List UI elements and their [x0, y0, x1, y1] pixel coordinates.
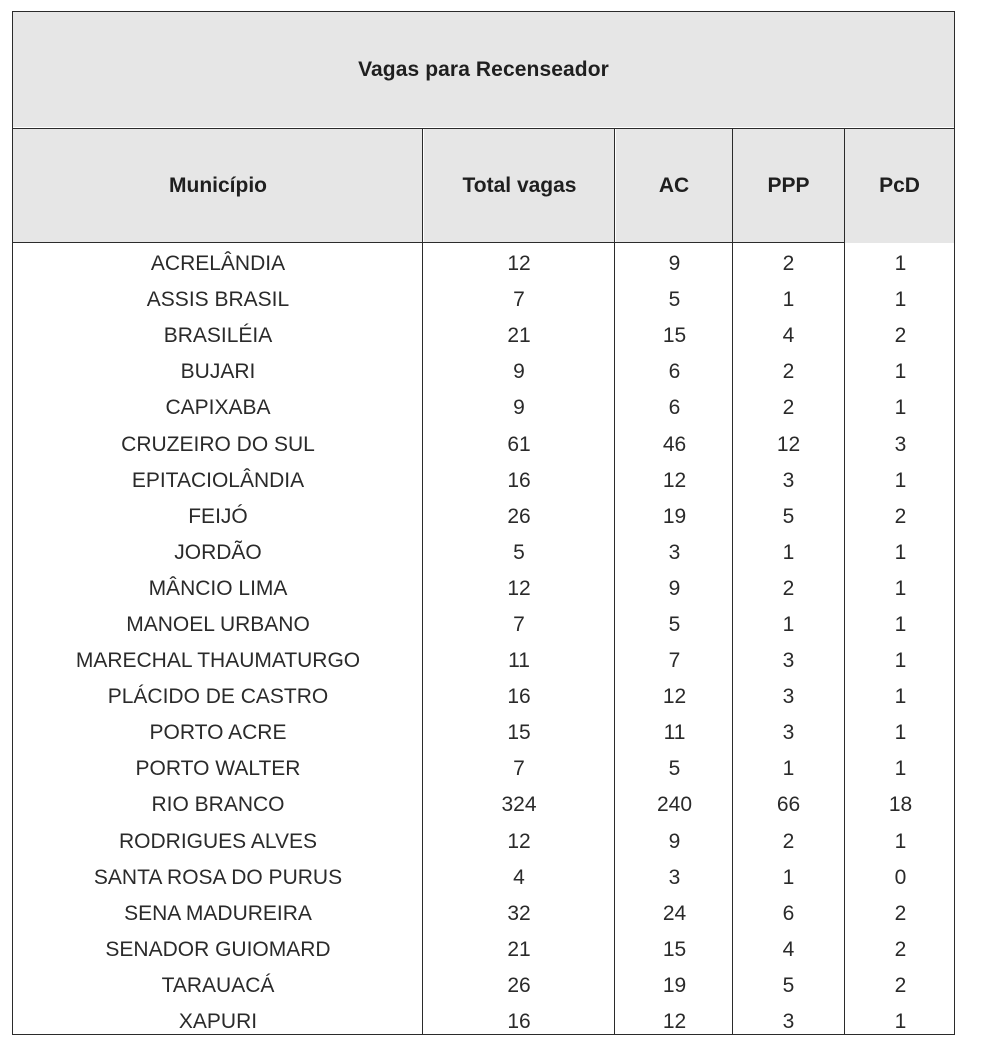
- cell-total-vagas: 21: [507, 937, 531, 961]
- cell-total-vagas: 7: [513, 757, 525, 781]
- table-row: [13, 968, 954, 1004]
- cell-total-vagas: 15: [507, 721, 531, 745]
- table-row: [13, 571, 954, 607]
- table-row: [13, 787, 954, 823]
- cell-ac: 19: [662, 973, 687, 997]
- cell-ppp: 3: [782, 649, 795, 673]
- cell-pcd: 2: [894, 504, 907, 528]
- cell-pcd: 2: [894, 901, 907, 925]
- cell-ac: 6: [668, 396, 681, 420]
- table-row: [13, 932, 954, 968]
- cell-ac: 46: [662, 432, 687, 456]
- cell-total-vagas: 26: [507, 973, 531, 997]
- table-row: [13, 715, 954, 751]
- cell-ppp: 4: [782, 324, 795, 348]
- cell-ppp: 2: [782, 576, 795, 600]
- cell-pcd: 1: [894, 685, 907, 709]
- cell-ac: 240: [656, 793, 693, 817]
- cell-pcd: 1: [894, 252, 907, 276]
- cell-total-vagas: 7: [513, 288, 525, 312]
- cell-municipio: FEIJÓ: [188, 504, 248, 528]
- cell-pcd: 1: [894, 360, 907, 384]
- cell-total-vagas: 11: [508, 649, 530, 673]
- table-row: [13, 282, 954, 318]
- cell-ppp: 1: [782, 612, 795, 636]
- table-row: [13, 463, 954, 499]
- cell-total-vagas: 9: [513, 360, 525, 384]
- table-row: [13, 535, 954, 571]
- cell-municipio: SENADOR GUIOMARD: [105, 937, 331, 961]
- cell-total-vagas: 12: [507, 576, 531, 600]
- header-bottom-rule: [13, 242, 844, 243]
- cell-ac: 15: [662, 937, 687, 961]
- cell-ac: 9: [668, 252, 681, 276]
- table-title: Vagas para Recenseador: [13, 12, 954, 127]
- cell-ppp: 2: [782, 252, 795, 276]
- table-row: [13, 643, 954, 679]
- cell-pcd: 1: [894, 288, 907, 312]
- cell-municipio: SANTA ROSA DO PURUS: [93, 865, 343, 889]
- cell-ac: 7: [668, 649, 681, 673]
- cell-total-vagas: 9: [513, 396, 525, 420]
- cell-total-vagas: 61: [507, 432, 531, 456]
- cell-ppp: 1: [782, 288, 795, 312]
- cell-ac: 3: [668, 540, 681, 564]
- cell-municipio: PLÁCIDO DE CASTRO: [107, 685, 329, 709]
- table-row: [13, 499, 954, 535]
- cell-municipio: CRUZEIRO DO SUL: [121, 432, 315, 456]
- cell-pcd: 1: [894, 576, 907, 600]
- cell-ppp: 2: [782, 829, 795, 853]
- table-row: [13, 1004, 954, 1040]
- cell-municipio: ASSIS BRASIL: [146, 288, 290, 312]
- cell-total-vagas: 12: [507, 252, 531, 276]
- table-row: [13, 246, 954, 282]
- cell-total-vagas: 324: [501, 793, 537, 817]
- cell-ac: 9: [668, 829, 681, 853]
- cell-ac: 11: [663, 721, 686, 745]
- cell-ac: 15: [662, 324, 687, 348]
- cell-total-vagas: 12: [507, 829, 531, 853]
- cell-ppp: 1: [782, 540, 795, 564]
- cell-ac: 19: [662, 504, 687, 528]
- cell-ac: 24: [662, 901, 687, 925]
- cell-pcd: 2: [894, 937, 907, 961]
- cell-ppp: 3: [782, 721, 795, 745]
- table-body: [13, 246, 954, 1040]
- cell-municipio: CAPIXABA: [165, 396, 271, 420]
- cell-total-vagas: 16: [507, 685, 531, 709]
- cell-total-vagas: 32: [507, 901, 531, 925]
- cell-municipio: XAPURI: [178, 1010, 258, 1034]
- cell-total-vagas: 7: [513, 612, 525, 636]
- table-row: [13, 607, 954, 643]
- cell-ppp: 6: [782, 901, 795, 925]
- cell-pcd: 2: [894, 973, 907, 997]
- cell-total-vagas: 16: [507, 468, 531, 492]
- cell-ppp: 2: [782, 396, 795, 420]
- header-pcd: PcD: [845, 129, 954, 243]
- cell-ppp: 12: [776, 432, 801, 456]
- cell-ac: 3: [668, 865, 681, 889]
- cell-pcd: 1: [894, 468, 907, 492]
- cell-pcd: 1: [894, 721, 907, 745]
- cell-pcd: 1: [894, 396, 907, 420]
- cell-ac: 9: [668, 576, 681, 600]
- cell-municipio: BUJARI: [180, 360, 256, 384]
- cell-municipio: MANOEL URBANO: [126, 612, 310, 636]
- cell-ac: 6: [668, 360, 681, 384]
- cell-municipio: MÂNCIO LIMA: [148, 576, 288, 600]
- cell-ppp: 4: [782, 937, 795, 961]
- table-row: [13, 679, 954, 715]
- header-ppp: PPP: [733, 129, 844, 243]
- table-row: [13, 751, 954, 787]
- cell-ppp: 1: [782, 757, 795, 781]
- header-row: [13, 128, 954, 243]
- cell-municipio: ACRELÂNDIA: [150, 252, 286, 276]
- table-row: [13, 426, 954, 462]
- cell-ppp: 3: [782, 468, 795, 492]
- cell-ppp: 1: [782, 865, 795, 889]
- header-municipio: Município: [13, 129, 423, 243]
- table-row: [13, 824, 954, 860]
- cell-ac: 12: [662, 468, 687, 492]
- cell-total-vagas: 16: [507, 1010, 531, 1034]
- table-row: [13, 390, 954, 426]
- cell-ppp: 5: [782, 504, 795, 528]
- cell-pcd: 0: [894, 865, 907, 889]
- cell-pcd: 1: [894, 540, 907, 564]
- table-row: [13, 354, 954, 390]
- cell-total-vagas: 21: [507, 324, 531, 348]
- cell-pcd: 1: [894, 1010, 907, 1034]
- cell-pcd: 3: [894, 432, 907, 456]
- cell-municipio: BRASILÉIA: [163, 324, 273, 348]
- cell-municipio: PORTO WALTER: [135, 757, 301, 781]
- cell-municipio: MARECHAL THAUMATURGO: [75, 649, 361, 673]
- header-ac: AC: [616, 129, 732, 243]
- cell-ppp: 3: [782, 1010, 795, 1034]
- cell-total-vagas: 4: [513, 865, 525, 889]
- cell-municipio: SENA MADUREIRA: [124, 901, 312, 925]
- cell-total-vagas: 26: [507, 504, 531, 528]
- cell-municipio: PORTO ACRE: [149, 721, 287, 745]
- cell-pcd: 2: [894, 324, 907, 348]
- cell-municipio: RIO BRANCO: [151, 793, 285, 817]
- cell-ac: 5: [668, 612, 681, 636]
- cell-ppp: 2: [782, 360, 795, 384]
- vagas-table: [12, 11, 955, 1035]
- table-row: [13, 860, 954, 896]
- cell-ppp: 5: [782, 973, 795, 997]
- cell-pcd: 1: [894, 829, 907, 853]
- cell-municipio: RODRIGUES ALVES: [118, 829, 317, 853]
- cell-ac: 5: [668, 288, 681, 312]
- cell-ac: 12: [662, 685, 687, 709]
- cell-municipio: JORDÃO: [174, 540, 262, 564]
- table-row: [13, 318, 954, 354]
- header-total-vagas: Total vagas: [424, 129, 615, 243]
- cell-ac: 12: [662, 1010, 687, 1034]
- cell-pcd: 18: [888, 793, 913, 817]
- cell-ppp: 66: [776, 793, 801, 817]
- cell-municipio: EPITACIOLÂNDIA: [131, 468, 305, 492]
- cell-pcd: 1: [894, 649, 907, 673]
- cell-municipio: TARAUACÁ: [161, 973, 275, 997]
- cell-ac: 5: [668, 757, 681, 781]
- cell-pcd: 1: [894, 612, 907, 636]
- cell-pcd: 1: [894, 757, 907, 781]
- cell-total-vagas: 5: [513, 540, 525, 564]
- table-row: [13, 896, 954, 932]
- cell-ppp: 3: [782, 685, 795, 709]
